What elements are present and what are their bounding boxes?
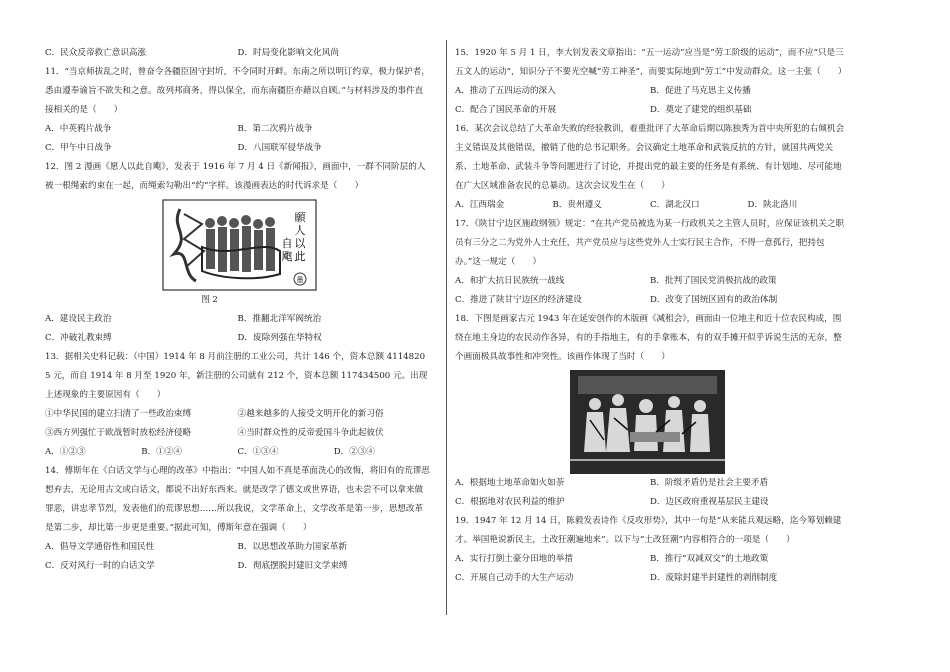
q19-options — [455, 569, 845, 588]
q14-options — [45, 538, 430, 557]
q14-options — [45, 557, 430, 576]
right-column — [455, 44, 845, 588]
cartoon-seal: 墨 — [296, 276, 304, 284]
q18-stem: 18．下图是画家古元 1943 年在延安创作的木版画《减租会》，画面由一位地主和近十位农民构成，围绕在地主身边的农民动作各异，有的手指地主，有的手拿账本，有的双手摊开似乎诉说生活的无奈，整个画面极具故事性和冲突性。该画作体现了当时（ ） — [455, 314, 842, 362]
q15-stem: 15．1920 年 5 月 1 日，李大钊发表文章指出：“五一运动”应当是“劳工阶级的运动”，而不应“只是三五文人的运动”，知识分子不要光空喊“劳工神圣”，而要实际地到“劳工”中发动群众。这一主张（ ） — [455, 48, 847, 77]
q19-stem: 19．1947 年 12 月 14 日，陈毅发表诗作《反攻形势》，其中一句是“从来能兵观远略，迄今筹划赖建才。举国艳说新民主，土改狂潮遍地来”。以下与“土改狂潮”内容相符合的一项是（ ） — [455, 516, 842, 545]
cartoon-image — [162, 199, 317, 291]
option: C．①③④ — [237, 447, 279, 457]
option: A．和扩大抗日民族统一战线 — [455, 276, 565, 286]
option: B．推行“双减双交”的土地政策 — [650, 554, 769, 564]
option: C．反对风行一时的白话文学 — [45, 561, 155, 571]
option: D．改变了国统区固有的政治体制 — [650, 295, 778, 305]
q15-options — [455, 82, 845, 101]
option: B．阶级矛盾仍是社会主要矛盾 — [650, 478, 769, 488]
option: B．①②④ — [141, 447, 182, 457]
option: C．开展自己动手的大生产运动 — [455, 573, 574, 583]
woodcut-figure — [570, 370, 725, 474]
q18-options — [455, 493, 845, 512]
woodcut-image — [570, 370, 725, 474]
option: C．民众反帝救亡意识高涨 — [45, 48, 147, 58]
q11-options — [45, 139, 430, 158]
option: B．以思想改革助力国家革新 — [237, 542, 347, 552]
option: D．陕北洛川 — [747, 200, 798, 210]
column-divider — [446, 40, 447, 615]
q10-options-tail — [45, 44, 430, 63]
option: C．根据地对农民利益的维护 — [455, 497, 565, 507]
option: A．①②③ — [45, 447, 86, 457]
option: D．奠定了建党的组织基础 — [650, 105, 752, 115]
q13-items — [45, 405, 430, 424]
q16-stem: 16．某次会议总结了大革命失败的经验教训，着重批评了大革命后期以陈独秀为首中央所犯的右倾机会主义错误及其他错误，撤销了他的总书记职务。会议确定土地革命和武装反抗的方针，就国共两党关系、土地革命、武装斗争等问题进行了讨论，并提出党的最主要的任务是有系统、有计划地、尽可能地在广大区域准备农民的总暴动。这次会议发生在（ ） — [455, 124, 845, 191]
q11-options — [45, 120, 430, 139]
statement-item: ②越来越多的人接受文明开化的新习俗 — [237, 409, 384, 419]
option: A．中英鸦片战争 — [45, 124, 112, 134]
option: A．推动了五四运动的深入 — [455, 86, 556, 96]
option: A．根据地土地革命如火如荼 — [455, 478, 565, 488]
q17-stem: 17．《陕甘宁边区施政纲领》规定：“在共产党员被选为某一行政机关之主管人员时，应保证该机关之职员有三分之二为党外人士充任，共产党员应与这些党外人士实行民主合作，不得一意孤行，把持包办。”这一规定（ ） — [455, 219, 845, 267]
option: C．推进了陕甘宁边区的经济建设 — [455, 295, 582, 305]
option: C．湖北汉口 — [650, 200, 700, 210]
option: D．②③④ — [333, 447, 376, 457]
q16-options — [455, 196, 845, 215]
option: A．江西瑞金 — [455, 200, 505, 210]
option: B．促进了马克思主义传播 — [650, 86, 751, 96]
statement-item: ③西方列强忙于欧战暂时放松经济侵略 — [45, 428, 192, 438]
q18-options — [455, 474, 845, 493]
option: D．边区政府重视基层民主建设 — [650, 497, 769, 507]
q13-options — [45, 443, 430, 462]
figure-caption: 图 2 — [201, 295, 218, 305]
q12-stem: 12．图 2 漫画《愿人以此自飑》，发表于 1916 年 7 月 4 日《新闻报》，画面中，一群不同阶层的人被一根绳索约束在一起，而绳索勾勒出“约”字样。该漫画表达的时代诉求是（ ） — [45, 162, 426, 191]
q13-items — [45, 424, 430, 443]
option: B．贵州遵义 — [552, 200, 602, 210]
q19-options — [455, 550, 845, 569]
q17-options — [455, 291, 845, 310]
option: D．废除封建半封建性的剥削制度 — [650, 573, 778, 583]
q11-stem: 11．“当京师拔乱之时，曾奋令各疆臣固守封圻，不令同时开衅。东南之所以明订约章，极力保护者，悉由遵奉谕旨不欲失和之意。故列邦商务，得以保全，而东南疆臣亦藉以自顾。”与材料涉及的事件直接相关的是（ ） — [45, 67, 430, 115]
cartoon-title-text: 願人以此 — [294, 211, 306, 263]
option: A．倡导文学通俗性和国民性 — [45, 542, 155, 552]
statement-item: ①中华民国的建立扫清了一些政治束缚 — [45, 409, 192, 419]
left-column — [45, 44, 430, 576]
cartoon-figure — [162, 199, 317, 310]
statement-item: ④当时群众性的反帝爱国斗争此起彼伏 — [237, 428, 384, 438]
q12-options — [45, 329, 430, 348]
option: D．彻底摆脱封建旧文学束缚 — [237, 561, 348, 571]
svg-text:自飑: 自飑 — [281, 237, 293, 263]
option: B．推翻北洋军阀统治 — [237, 314, 322, 324]
q12-options — [45, 310, 430, 329]
option: B．第二次鸦片战争 — [237, 124, 313, 134]
option: D．八国联军侵华战争 — [237, 143, 322, 153]
option: A．实行打倒土豪分田地的举措 — [455, 554, 573, 564]
option: C．冲破礼教束缚 — [45, 333, 112, 343]
option: C．配合了国民革命的开展 — [455, 105, 557, 115]
option: C．甲午中日战争 — [45, 143, 112, 153]
option: A．建设民主政治 — [45, 314, 112, 324]
option: D．废除列强在华特权 — [237, 333, 322, 343]
q13-stem: 13．据相关史料记载：（中国）1914 年 8 月前注册的工业公司，共计 146 个，资本总额 41148205 元，而自 1914 年 8 月至 1920 年，新注册的公司就有 212 个，资本总额 117434500 元。出现上述现象的主要原因有（ ） — [45, 352, 428, 400]
q15-options — [455, 101, 845, 120]
q17-options — [455, 272, 845, 291]
option: D．时局变化影响文化风尚 — [237, 48, 339, 58]
option: B．批判了国民党消极抗战的政策 — [650, 276, 777, 286]
q14-stem: 14．傅斯年在《白话文学与心理的改革》中指出：“中国人如不真是革面洗心的改悔，将旧有的荒谬思想弃去，无论用古文或白话文，都说不出好东西来。就是改学了德文或世界语，也未尝不可以拿来做罪恶，讲忠孝节烈，发表他们的荒谬思想……所以我说，文学革命上，文学改革是第一步，思想改革是第二步，却比第一步更是重要。”据此可知，傅斯年意在强调（ ） — [45, 466, 430, 533]
